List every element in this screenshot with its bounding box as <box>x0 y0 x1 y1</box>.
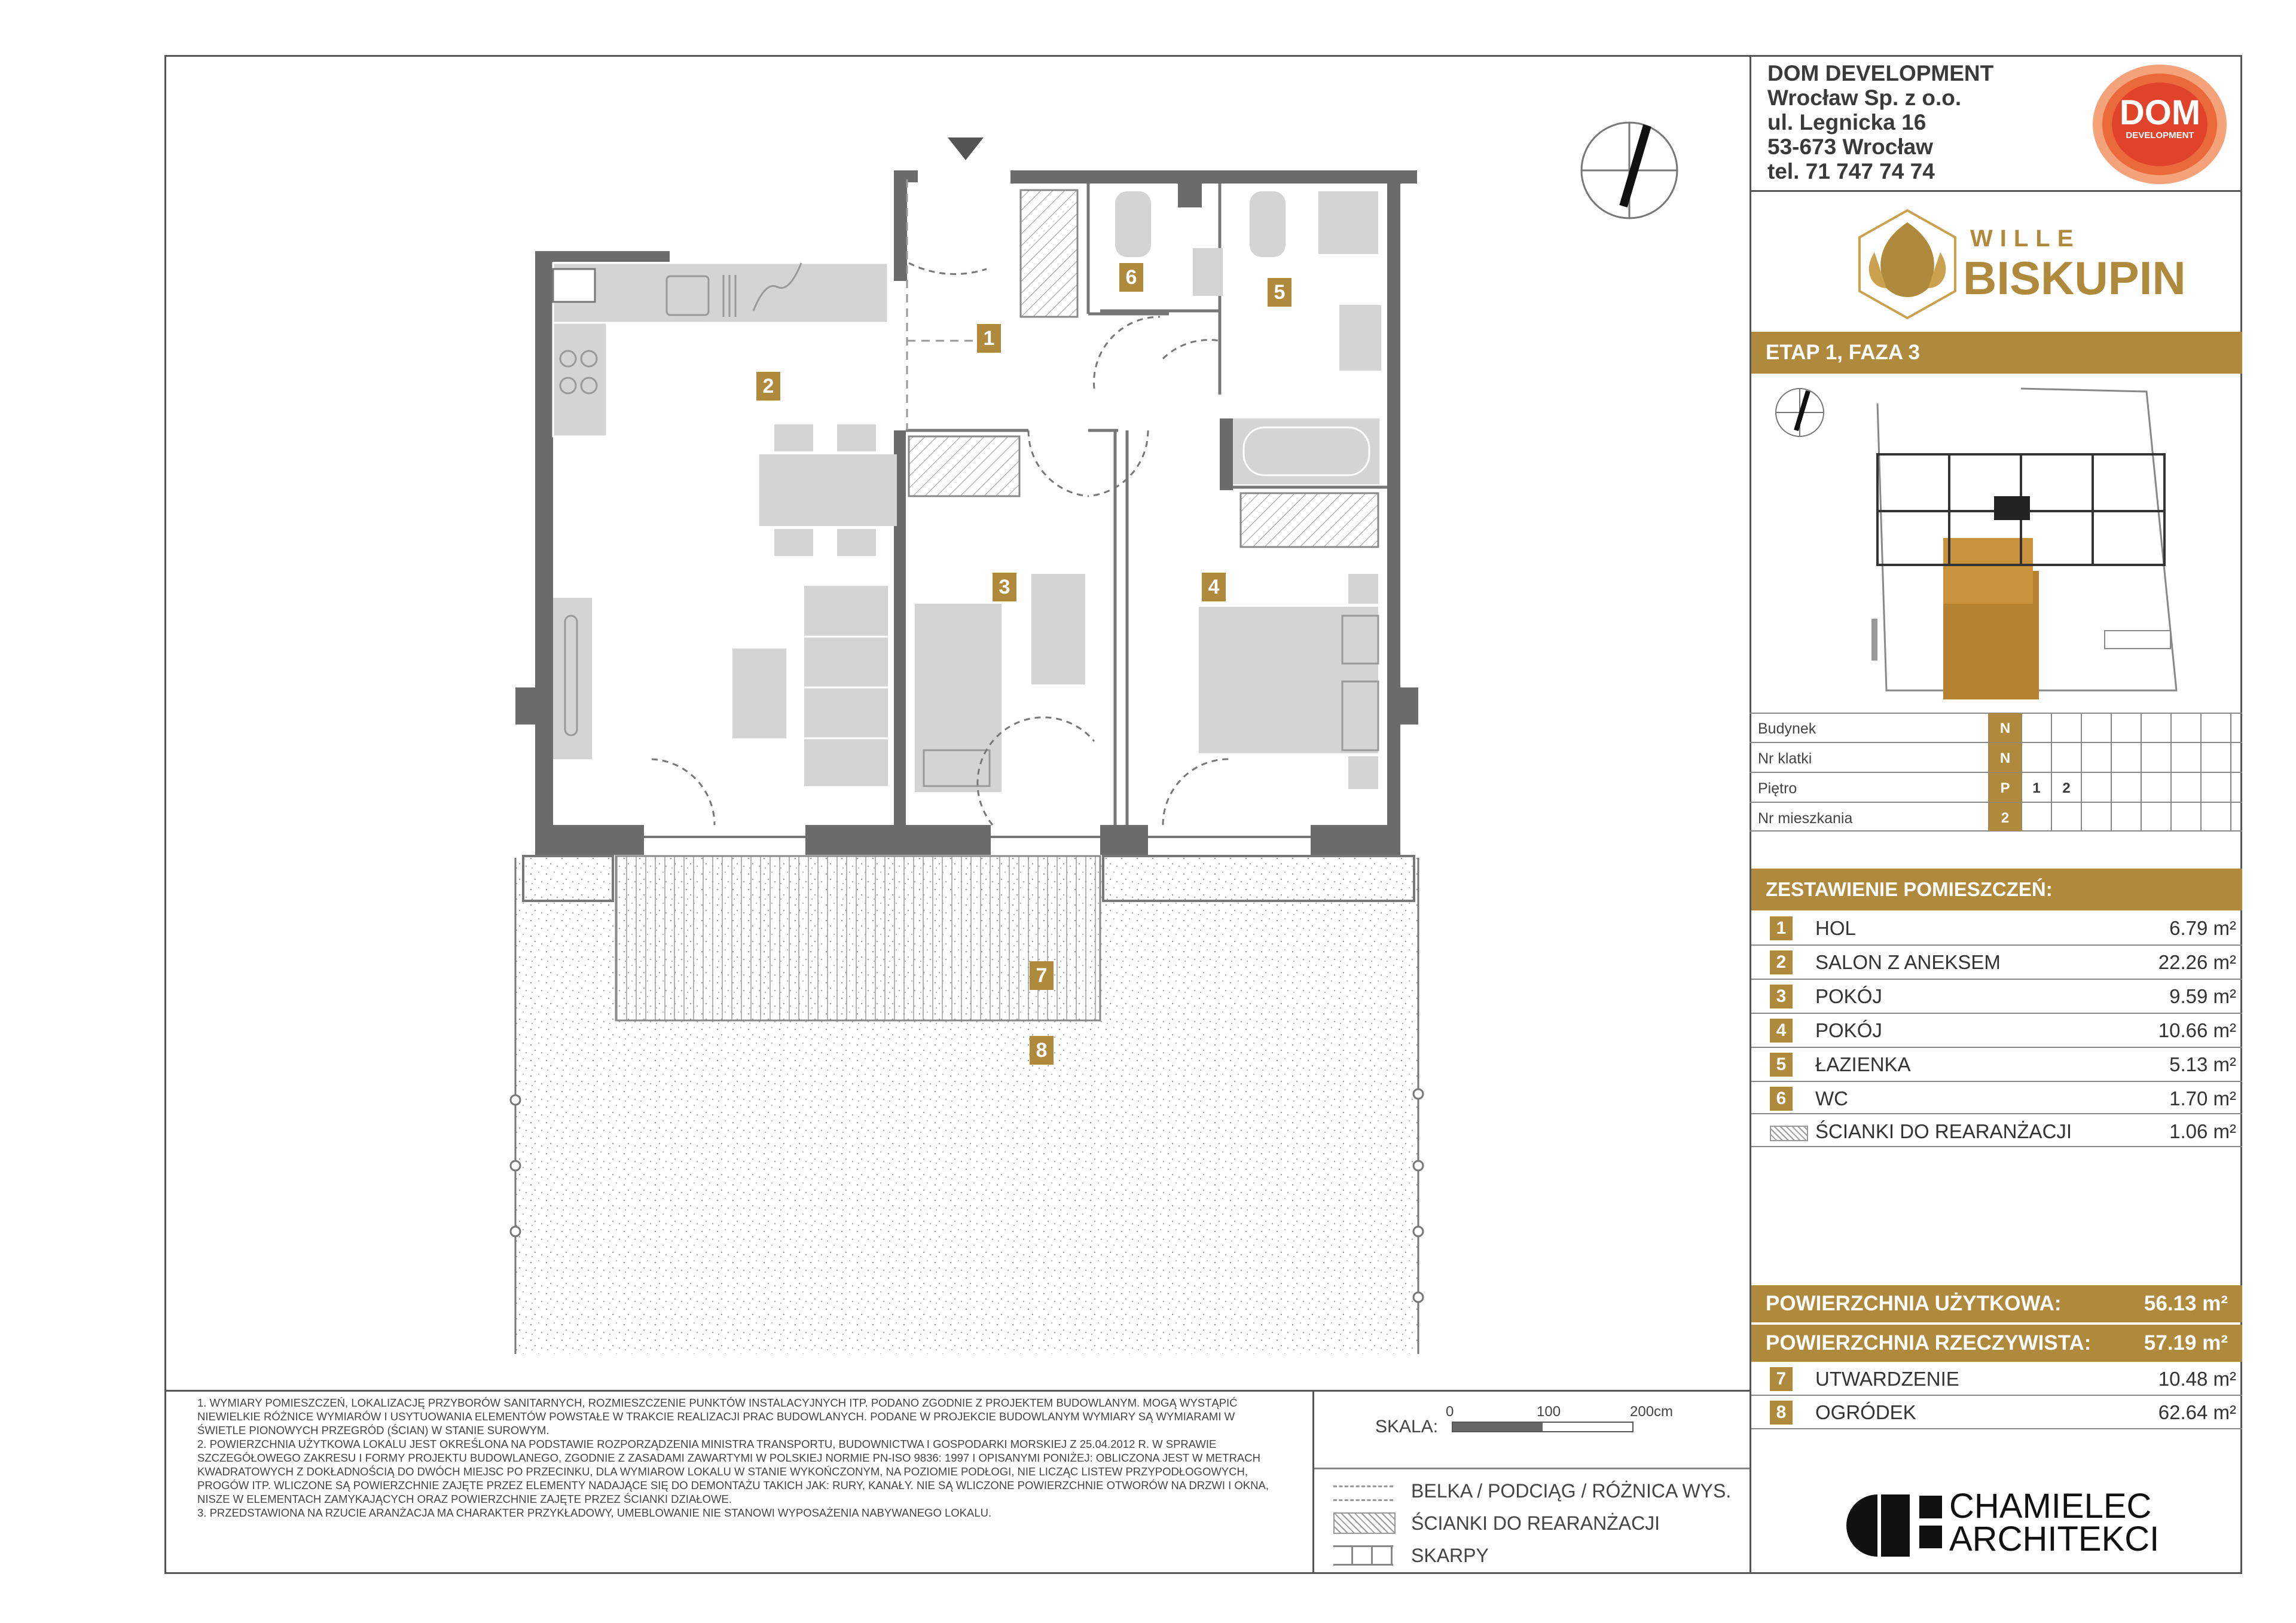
room-tag: 4 <box>1202 573 1226 601</box>
note-2: 2. POWIERZCHNIA UŻYTKOWA LOKALU JEST OKREŚLONA NA PODSTAWIE ROZPORZĄDZENIA MINISTRA TRANSPORTU, BUDOWNICTWA I GOSPODARKI MORSKIEJ Z 25.04.2012 R. W SPRAWIE SZCZEGÓŁOWEGO ZAKRESU I FORMY PROJEKTU BUDOWLANEGO, ZGODNIE Z ZASADAMI ZAWARTYMI W POLSKIEJ NORMIE PN-ISO 9836: 1997 I OPISANYMI PONIŻEJ: OBLICZONA JEST W METRACH KWADRATOWYCH Z DOKŁADNOŚCIĄ DO DWÓCH MIEJSC PO PRZECINKU, DLA WYMIAROW LOKALU W STANIE WYKOŃCZONYM, NA POZIOMIE PODŁOGI, NIE LICZĄC LISTEW PRZYPODŁOGOWYCH, PROGÓW ITP. WLICZONE SĄ POWIERZCHNIE ZAJĘTE PRZEZ ELEMENTY NADAJĄCE SIĘ DO DEMONTAŻU TAKICH JAK: RURY, KANAŁY. NIE SĄ WLICZONE POWIERZCHNIE OTWORÓW NA DRZWI I OKNA, NISZE W ELEMENTACH ZAMYKAJĄCYCH ORAZ POWIERZCHNIE ZAJĘTE PRZEZ ŚCIANKI DZIAŁOWE. <box>197 1438 1269 1505</box>
beam-dashed-icon <box>1333 1486 1393 1501</box>
extra-name: UTWARDZENIE <box>1815 1368 1959 1390</box>
stage-bar: ETAP 1, FAZA 3 <box>1751 332 2242 374</box>
hatch-icon <box>1333 1512 1396 1534</box>
room-tag: 3 <box>993 573 1016 601</box>
room-number: 4 <box>1770 1019 1793 1043</box>
architect-line2: ARCHITEKCI <box>1949 1520 2160 1558</box>
terrace-decking <box>616 856 1100 1020</box>
room-number: 1 <box>1770 916 1793 940</box>
room-name: POKÓJ <box>1815 985 1882 1007</box>
extra-area: 10.48 m² <box>2158 1368 2236 1390</box>
room-area: 5.13 m² <box>2169 1053 2236 1075</box>
chamielec-logo <box>1842 1488 2176 1560</box>
table-cell: 1 <box>2032 780 2041 796</box>
room-tag: 6 <box>1119 263 1143 292</box>
table-cell: N <box>1999 720 2011 736</box>
note-3: 3. PRZEDSTAWIONA NA RZUCIE ARANŻACJA MA CHARAKTER PRZYKŁADOWY, UMEBLOWANIE NIE STANOWI WYPOSAŻENIA NABYWANEGO LOKALU. <box>197 1506 992 1519</box>
note-1: 1. WYMIARY POMIESZCZEŃ, LOKALIZACJĘ PRZYBORÓW SANITARNYCH, ROZMIESZCZENIE PUNKTÓW INSTALACYJNYCH ITP. PODANO ZGODNIE Z PROJEKTEM BUDOWLANYM. MOGĄ WYSTĄPIĆ NIEWIELKIE RÓŻNICE WYMIARÓW I USYTUOWANIA ELEMENTÓW POWSTAŁE W TRAKCIE REALIZACJI PRAC BUDOWLANYCH. PODANE W PROJEKCIE BUDOWLANYM WYMIARY SĄ WYMIARAMI W ŚWIETLE PIONOWYCH PRZEGRÓD (ŚCIAN) W STANIE SUROWYM. <box>197 1396 1238 1436</box>
extra-number: 8 <box>1770 1401 1793 1425</box>
legend-divider <box>1314 1468 1750 1469</box>
brand-top: WILLE <box>1970 225 2081 252</box>
dom-logo-sub: DEVELOPMENT <box>2126 130 2194 140</box>
table-label: Nr mieszkania <box>1758 810 1853 827</box>
compass-icon <box>1581 123 1677 218</box>
legend-text: SKARPY <box>1411 1545 1489 1566</box>
footer-divider-vertical <box>1312 1390 1314 1574</box>
partition-area: 1.06 m² <box>2169 1120 2236 1142</box>
table-cell: 2 <box>2062 780 2071 796</box>
notes <box>197 1396 1286 1520</box>
entrance-marker <box>948 137 984 160</box>
company-info <box>1767 61 1993 184</box>
extra-number: 7 <box>1770 1367 1793 1391</box>
brand-name: BISKUPIN <box>1963 252 2186 304</box>
dom-logo-text: DOM <box>2119 93 2201 132</box>
room-tag: 1 <box>977 324 1001 353</box>
room-name: WC <box>1815 1087 1848 1109</box>
room-name: ŁAZIENKA <box>1815 1053 1911 1075</box>
site-plan <box>1758 380 2236 699</box>
room-number: 6 <box>1770 1087 1793 1111</box>
room-area: 22.26 m² <box>2158 951 2236 973</box>
real-area-bar <box>1751 1325 2242 1362</box>
table-cell: N <box>1999 750 2011 766</box>
real-area-label: POWIERZCHNIA RZECZYWISTA: <box>1766 1331 2092 1355</box>
footer-divider <box>164 1390 1751 1392</box>
company-line2: Wrocław Sp. z o.o. <box>1767 85 1962 110</box>
room-area: 6.79 m² <box>2169 917 2236 939</box>
company-city: 53-673 Wrocław <box>1767 135 1933 159</box>
scale-label: SKALA: <box>1375 1417 1439 1436</box>
legend-text: BELKA / PODCIĄG / RÓŻNICA WYS. <box>1411 1480 1732 1502</box>
table-label: Piętro <box>1758 780 1797 797</box>
real-area-value: 57.19 m² <box>2144 1331 2228 1355</box>
room-name: POKÓJ <box>1815 1019 1882 1041</box>
company-phone: tel. 71 747 74 74 <box>1767 159 1935 184</box>
rooms-header: ZESTAWIENIE POMIESZCZEŃ: <box>1751 869 2242 910</box>
architect-line1: CHAMIELEC <box>1949 1487 2152 1526</box>
room-tag: 2 <box>756 372 780 401</box>
usable-area-label: POWIERZCHNIA UŻYTKOWA: <box>1766 1292 2062 1315</box>
panel-line <box>1750 190 2242 192</box>
scale-bar <box>1452 1422 1634 1432</box>
room-area: 10.66 m² <box>2158 1019 2236 1041</box>
company-name: DOM DEVELOPMENT <box>1767 61 1994 85</box>
room-name: SALON Z ANEKSEM <box>1815 951 2001 973</box>
room-number: 2 <box>1770 950 1793 974</box>
usable-area-bar <box>1751 1285 2242 1322</box>
dom-logo <box>2090 60 2230 188</box>
room-tag: 8 <box>1030 1036 1054 1065</box>
table-label: Budynek <box>1758 720 1816 737</box>
room-number: 3 <box>1770 985 1793 1008</box>
room-name: HOL <box>1815 917 1856 939</box>
room-area: 1.70 m² <box>2169 1087 2236 1109</box>
partition-name: ŚCIANKI DO REARANŻACJI <box>1815 1120 2072 1142</box>
scale-tick: 0 <box>1446 1404 1454 1420</box>
room-tag: 5 <box>1268 278 1292 307</box>
wille-biskupin-logo <box>1845 198 2186 327</box>
scale-tick: 100 <box>1537 1404 1561 1420</box>
table-cell: 2 <box>2001 810 2010 826</box>
room-area: 9.59 m² <box>2169 985 2236 1007</box>
legend-text: ŚCIANKI DO REARANŻACJI <box>1411 1512 1660 1534</box>
extra-area: 62.64 m² <box>2158 1401 2236 1423</box>
extra-name: OGRÓDEK <box>1815 1401 1916 1423</box>
table-cell: P <box>2000 780 2010 796</box>
reveal-icon <box>1333 1545 1393 1566</box>
room-tag: 7 <box>1030 961 1054 990</box>
table-label: Nr klatki <box>1758 750 1812 767</box>
scale-tick: 200cm <box>1630 1404 1674 1420</box>
usable-area-value: 56.13 m² <box>2144 1292 2228 1315</box>
room-number: 5 <box>1770 1053 1793 1077</box>
company-address: ul. Legnicka 16 <box>1767 110 1926 135</box>
